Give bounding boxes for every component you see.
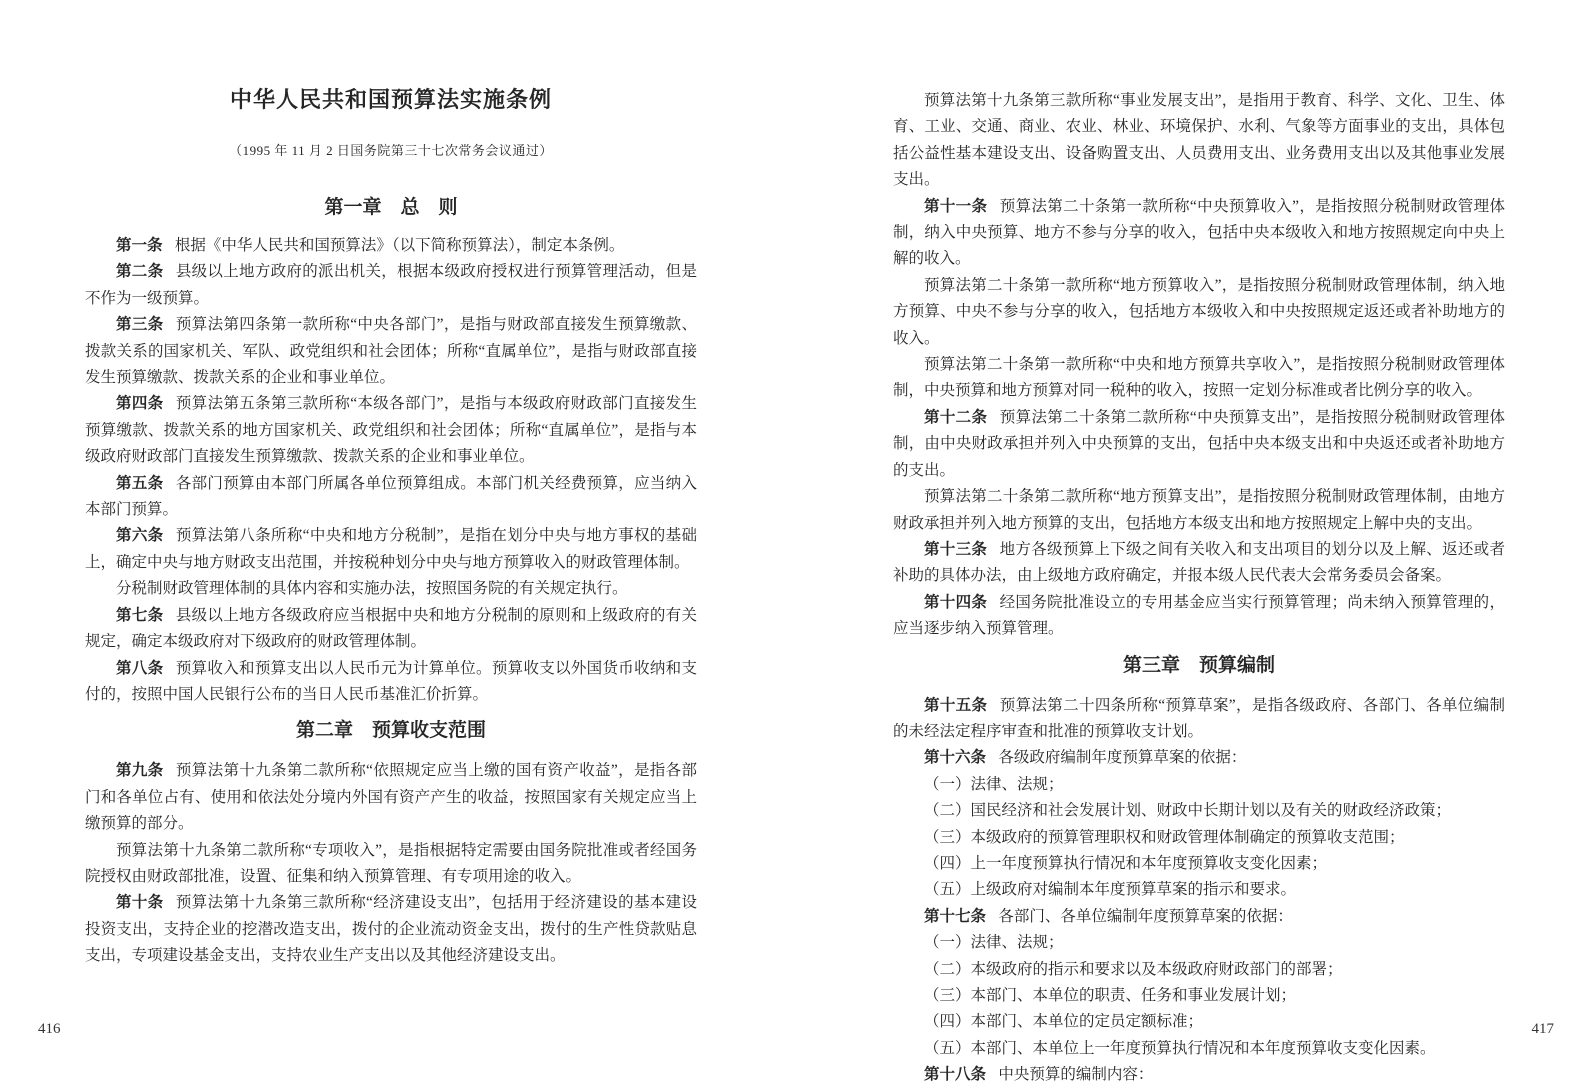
document-subtitle: （1995 年 11 月 2 日国务院第三十七次常务会议通过）: [229, 143, 553, 158]
chapter-heading: 第二章 预算收支范围: [295, 720, 486, 742]
paragraph: （四）上一年度预算执行情况和本年度预算收支变化因素；: [924, 854, 1328, 872]
paragraph: 预算法第二十条第二款所称“地方预算支出”，是指按照分税制财政管理体制，由地方财政承担并列入地方预算的支出，包括地方本级支出和地方按照规定上解中央的支出。: [893, 488, 1505, 532]
paragraph: 第五条 各部门预算由本部门所属各单位预算组成。本部门机关经费预算，应当纳入本部门预算。: [85, 474, 697, 519]
article-number: 第十条: [116, 894, 164, 912]
page-left: [85, 85, 697, 970]
paragraph: （五）本部门、本单位上一年度预算执行情况和本年度预算收支变化因素。: [924, 1039, 1436, 1057]
paragraph: 第十六条 各级政府编制年度预算草案的依据：: [924, 749, 1247, 767]
article-number: 第七条: [116, 606, 164, 624]
paragraph: （三）本级政府的预算管理职权和财政管理体制确定的预算收支范围；: [924, 828, 1405, 846]
article-number: 第十一条: [924, 197, 988, 215]
page-right: [893, 88, 1505, 1089]
paragraph: 第十条 预算法第十九条第三款所称“经济建设支出”，包括用于经济建设的基本建设投资支出，支持企业的挖潜改造支出，拨付的企业流动资金支出，拨付的生产性贷款贴息支出，专项建设基金支出，支持农业生产支出以及其他经济建设支出。: [85, 894, 697, 965]
article-number: 第六条: [116, 527, 164, 545]
article-number: 第十四条: [924, 593, 988, 611]
paragraph: 预算法第十九条第二款所称“专项收入”，是指根据特定需要由国务院批准或者经国务院授权由财政部批准，设置、征集和纳入预算管理、有专项用途的收入。: [85, 841, 697, 885]
paragraph: 第六条 预算法第八条所称“中央和地方分税制”，是指在划分中央与地方事权的基础上，确定中央与地方财政支出范围，并按税种划分中央与地方预算收入的财政管理体制。: [85, 527, 697, 571]
chapter-heading: 第三章 预算编制: [1122, 654, 1275, 676]
article-number: 第三条: [116, 316, 164, 334]
paragraph: （二）本级政府的指示和要求以及本级政府财政部门的部署；: [924, 960, 1343, 978]
paragraph: 第十八条 中央预算的编制内容：: [924, 1066, 1154, 1084]
document-title: 中华人民共和国预算法实施条例: [229, 87, 552, 112]
article-number: 第十七条: [924, 907, 987, 925]
paragraph: （三）本部门、本单位的职责、任务和事业发展计划；: [924, 987, 1297, 1004]
right-page-body: [893, 88, 1505, 1089]
paragraph: 第九条 预算法第十九条第二款所称“依照规定应当上缴的国有资产收益”，是指各部门和各单位占有、使用和依法处分境内外国有资产产生的收益，按照国家有关规定应当上缴预算的部分。: [85, 762, 697, 833]
article-number: 第九条: [116, 762, 164, 780]
paragraph: 第二条 县级以上地方政府的派出机关，根据本级政府授权进行预算管理活动，但是不作为一级预算。: [85, 263, 697, 307]
paragraph: 第八条 预算收入和预算支出以人民币元为计算单位。预算收支以外国货币收纳和支付的，按照中国人民银行公布的当日人民币基准汇价折算。: [85, 659, 697, 703]
paragraph: 第一条 根据《中华人民共和国预算法》（以下简称预算法），制定本条例。: [116, 237, 625, 254]
paragraph: 第十七条 各部门、各单位编制年度预算草案的依据：: [924, 907, 1293, 925]
paragraph: 第十二条 预算法第二十条第二款所称“中央预算支出”，是指按照分税制财政管理体制，由中央财政承担并列入中央预算的支出，包括中央本级支出和中央返还或者补助地方的支出。: [893, 408, 1505, 479]
paragraph: 分税制财政管理体制的具体内容和实施办法，按照国务院的有关规定执行。: [116, 580, 628, 598]
article-number: 第一条: [116, 237, 163, 254]
paragraph: 第十四条 经国务院批准设立的专用基金应当实行预算管理；尚未纳入预算管理的，应当逐步纳入预算管理。: [893, 593, 1505, 638]
chapter-heading: 第一章 总 则: [324, 197, 458, 218]
paragraph: 第十一条 预算法第二十条第一款所称“中央预算收入”，是指按照分税制财政管理体制，纳入中央预算、地方不参与分享的收入，包括中央本级收入和地方按照规定向中央上解的收入。: [893, 197, 1505, 268]
paragraph: （四）本部门、本单位的定员定额标准；: [924, 1013, 1204, 1031]
article-number: 第四条: [116, 395, 164, 413]
left-page-body: [85, 193, 697, 970]
paragraph: 第十三条 地方各级预算上下级之间有关收入和支出项目的划分以及上解、返还或者补助的具体办法，由上级地方政府确定，并报本级人民代表大会常务委员会备案。: [893, 540, 1505, 585]
paragraph: 预算法第十九条第三款所称“事业发展支出”，是指用于教育、科学、文化、卫生、体育、工业、交通、商业、农业、林业、环境保护、水利、气象等方面事业的支出，具体包括公益性基本建设支出、设备购置支出、人员费用支出、业务费用支出以及其他事业发展支出。: [893, 92, 1505, 189]
article-number: 第十六条: [924, 749, 987, 767]
page-number-left: 416: [38, 1021, 61, 1037]
paragraph: 第七条 县级以上地方各级政府应当根据中央和地方分税制的原则和上级政府的有关规定，确定本级政府对下级政府的财政管理体制。: [85, 606, 697, 651]
paragraph: （五）上级政府对编制本年度预算草案的指示和要求。: [924, 881, 1297, 899]
paragraph: 第十五条 预算法第二十四条所称“预算草案”，是指各级政府、各部门、各单位编制的未经法定程序审查和批准的预算收支计划。: [893, 696, 1505, 740]
paragraph: 第三条 预算法第四条第一款所称“中央各部门”，是指与财政部直接发生预算缴款、拨款关系的国家机关、军队、政党组织和社会团体；所称“直属单位”，是指与财政部直接发生预算缴款、拨款关系的企业和事业单位。: [85, 316, 697, 387]
article-number: 第十二条: [924, 408, 988, 426]
article-number: 第十三条: [924, 540, 988, 558]
paragraph: 预算法第二十条第一款所称“地方预算收入”，是指按照分税制财政管理体制，纳入地方预算、中央不参与分享的收入，包括地方本级收入和中央按照规定返还或者补助地方的收入。: [893, 276, 1505, 347]
article-number: 第五条: [116, 474, 164, 492]
article-number: 第十八条: [924, 1066, 987, 1084]
article-number: 第八条: [116, 659, 164, 677]
paragraph: 第四条 预算法第五条第三款所称“本级各部门”，是指与本级政府财政部门直接发生预算缴款、拨款关系的地方国家机关、政党组织和社会团体；所称“直属单位”，是指与本级政府财政部门直接发生预算缴款、拨款关系的企业和事业单位。: [85, 395, 697, 466]
paragraph: （一）法律、法规；: [924, 775, 1064, 793]
paragraph: （二）国民经济和社会发展计划、财政中长期计划以及有关的财政经济政策；: [924, 802, 1452, 820]
paragraph: （一）法律、法规；: [924, 934, 1064, 952]
article-number: 第十五条: [924, 696, 988, 714]
page-number-right: 417: [1531, 1021, 1554, 1037]
article-number: 第二条: [116, 263, 164, 281]
paragraph: 预算法第二十条第一款所称“中央和地方预算共享收入”，是指按照分税制财政管理体制，中央预算和地方预算对同一税种的收入，按照一定划分标准或者比例分享的收入。: [893, 356, 1505, 400]
